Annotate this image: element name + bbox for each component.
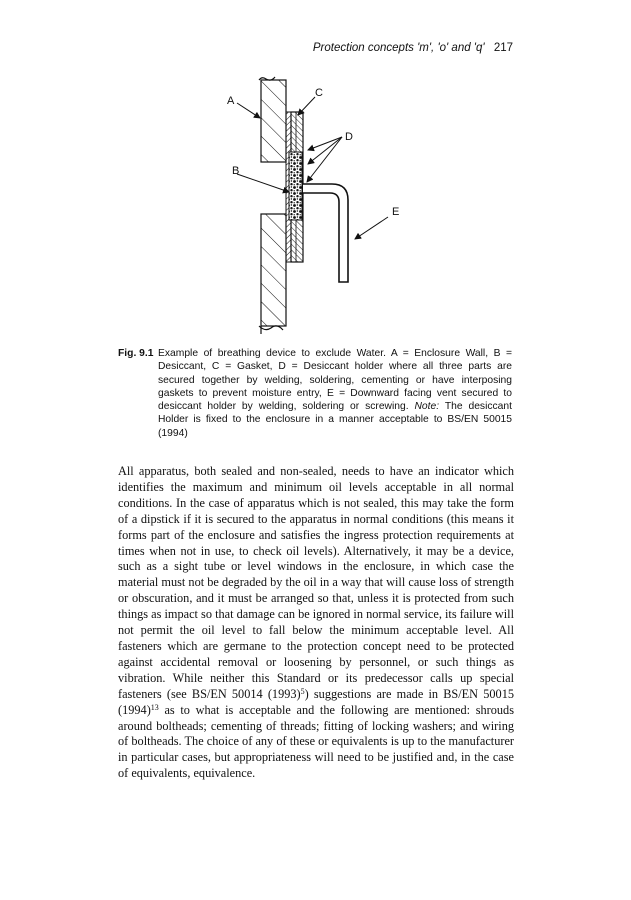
- figure-caption: [118, 347, 512, 440]
- label-b: B: [232, 165, 240, 177]
- caption-number: Fig. 9.1: [118, 348, 154, 359]
- page-number: 217: [493, 42, 513, 54]
- caption-note-text: The desiccant Holder is fixed to the enclosure in a manner acceptable to BS/EN 50015 (1994): [158, 401, 512, 439]
- running-header: [313, 42, 513, 54]
- body-text-part-1: All apparatus, both sealed and non-sealed, needs to have an indicator which identifies the maximum and minimum oil levels acceptable in all normal conditions. In the case of apparatus which is not sealed, this may take the form of a dipstick if it is secured to the apparatus in normal conditions (this means it forms part of the enclosure and satisfies the ingress protection requirements at times when not in use, to check oil levels). Alternatively, it may be a device, such as a sight tube or level windows in the enclosure, in which case the material must not be degraded by the oil in a way that will cause loss of strength or obscuration, and it must be arranged so that, unless it is protected from such things as impact so that damage can be ignored in normal service, its failure will not permit the oil level to fall below the minimum acceptable level. All fasteners which are germane to the protection concept need to be protected against accidental removal or loosening by personnel, or such things as vibration. While neither this Standard or its predecessor calls up special fasteners (see BS/EN 50014 (1993): [118, 464, 514, 701]
- body-paragraph: [118, 464, 514, 782]
- caption-text-block: [158, 347, 512, 440]
- label-c: C: [315, 87, 323, 99]
- breathing-device-diagram: [215, 72, 415, 340]
- desiccant: [289, 152, 302, 220]
- enclosure-wall: [259, 77, 286, 334]
- body-text-part-3: as to what is acceptable and the following are mentioned: shrouds around boltheads; cementing of threads; fitting of locking washers; and wiring of boltheads. The choice of any of these or equivalents is up to the manufacturer in particular cases, but appropriateness will need to be justified and, in the case of equivalents, equivalence.: [118, 702, 514, 781]
- body-text-part-2: ) suggestions are made in BS/EN 50015 (1994): [118, 686, 514, 717]
- label-a: A: [227, 95, 235, 107]
- caption-text: Example of breathing device to exclude Water. A = Enclosure Wall, B = Desiccant, C = Gasket, D = Desiccant holder where all three parts are secured together by welding, soldering, cementing or have interposing gaskets to prevent moisture entry, E = Downward facing vent secured to desiccant holder by welding, soldering or screwing.: [158, 348, 512, 413]
- caption-note-label: Note:: [414, 401, 440, 413]
- figure-breathing-device: [215, 72, 415, 340]
- reference-superscript: 13: [150, 702, 159, 712]
- downward-vent: [303, 184, 348, 282]
- running-title: Protection concepts 'm', 'o' and 'q': [312, 42, 485, 54]
- label-e: E: [392, 206, 400, 218]
- reference-superscript: 5: [300, 686, 305, 696]
- leader-arrows: [237, 97, 388, 239]
- label-d: D: [345, 131, 353, 143]
